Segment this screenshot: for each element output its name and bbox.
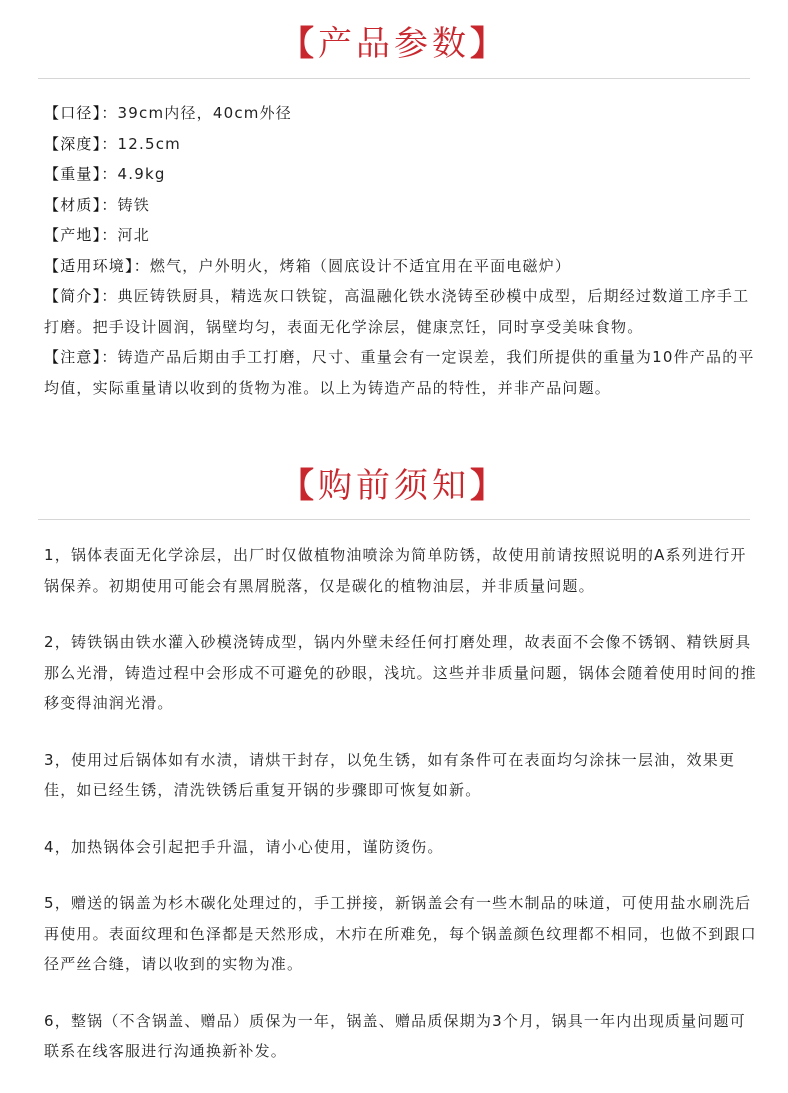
param-sep: ： (101, 226, 118, 244)
param-sep: ： (101, 195, 118, 214)
param-row-intro (44, 281, 760, 342)
notice-item: 6，整锅（不含锅盖、赠品）质保为一年，锅盖、赠品质保期为3个月，锅具一年内出现质量问题可联系在线客服进行沟通换新补发。 (44, 1011, 746, 1060)
params-section-title (0, 16, 788, 65)
title-bracket-open: 【 (280, 466, 318, 506)
param-row-origin (44, 220, 760, 251)
param-value: 铸造产品后期由手工打磨，尺寸、重量会有一定误差，我们所提供的重量为10件产品的平均值，实际重量请以收到的货物为准。以上为铸造产品的特性，并非产品问题。 (44, 348, 755, 397)
param-sep: ： (133, 256, 150, 275)
param-row-weight (44, 159, 760, 190)
param-value: 铸铁 (117, 195, 150, 214)
param-label: 【产地】 (44, 226, 102, 244)
param-label: 【适用环境】 (44, 256, 134, 275)
param-value: 39cm内径，40cm外径 (117, 104, 293, 122)
param-value: 燃气，户外明火，烤箱（圆底设计不适宜用在平面电磁炉） (149, 256, 572, 275)
param-sep: ： (101, 104, 118, 122)
param-row-notice (44, 342, 760, 403)
param-value: 典匠铸铁厨具，精选灰口铁锭，高温融化铁水浇铸至砂模中成型，后期经过数道工序手工打磨。把手设计圆润，锅壁均匀，表面无化学涂层，健康烹饪，同时享受美味食物。 (44, 287, 750, 336)
param-label: 【简介】 (44, 287, 102, 305)
param-row-caliber (44, 98, 760, 129)
param-row-environment (44, 251, 760, 282)
notice-divider (38, 519, 750, 520)
notice-section-title (0, 458, 788, 507)
param-label: 【深度】 (44, 134, 102, 153)
params-divider (38, 78, 750, 79)
params-list (44, 98, 760, 403)
param-label: 【口径】 (44, 104, 102, 122)
param-sep: ： (101, 287, 118, 305)
param-sep: ： (101, 348, 118, 366)
param-value: 12.5cm (117, 134, 181, 153)
notice-list (44, 540, 760, 1093)
param-value: 河北 (117, 226, 150, 244)
notice-item: 3，使用过后锅体如有水渍，请烘干封存，以免生锈，如有条件可在表面均匀涂抹一层油，效果更佳，如已经生锈，清洗铁锈后重复开锅的步骤即可恢复如新。 (44, 750, 736, 799)
param-label: 【重量】 (44, 165, 102, 183)
param-label: 【注意】 (44, 348, 102, 366)
title-bracket-open: 【 (280, 24, 318, 64)
param-row-depth (44, 129, 760, 160)
param-sep: ： (101, 165, 118, 183)
notice-item: 5，赠送的锅盖为杉木碳化处理过的，手工拼接，新锅盖会有一些木制品的味道，可使用盐水刷洗后再使用。表面纹理和色泽都是天然形成，木疖在所难免，每个锅盖颜色纹理都不相同，也做不到跟口径严丝合缝，请以收到的实物为准。 (44, 894, 757, 973)
notice-item: 4，加热锅体会引起把手升温，请小心使用，谨防烫伤。 (44, 837, 444, 856)
title-bracket-close: 】 (470, 24, 508, 64)
param-sep: ： (101, 134, 118, 153)
notice-item: 2，铸铁锅由铁水灌入砂模浇铸成型，锅内外壁未经任何打磨处理，故表面不会像不锈钢、精铁厨具那么光滑，铸造过程中会形成不可避免的砂眼，浅坑。这些并非质量问题，锅体会随着使用时间的推移变得油润光滑。 (44, 633, 757, 712)
notice-title-text: 购前须知 (318, 466, 470, 506)
param-label: 【材质】 (44, 195, 102, 214)
params-title-text: 产品参数 (318, 24, 470, 64)
param-row-material (44, 190, 760, 221)
param-value: 4.9kg (117, 165, 166, 183)
title-bracket-close: 】 (470, 466, 508, 506)
notice-item: 1，锅体表面无化学涂层，出厂时仅做植物油喷涂为简单防锈，故使用前请按照说明的A系列进行开锅保养。初期使用可能会有黑屑脱落，仅是碳化的植物油层，并非质量问题。 (44, 546, 747, 595)
